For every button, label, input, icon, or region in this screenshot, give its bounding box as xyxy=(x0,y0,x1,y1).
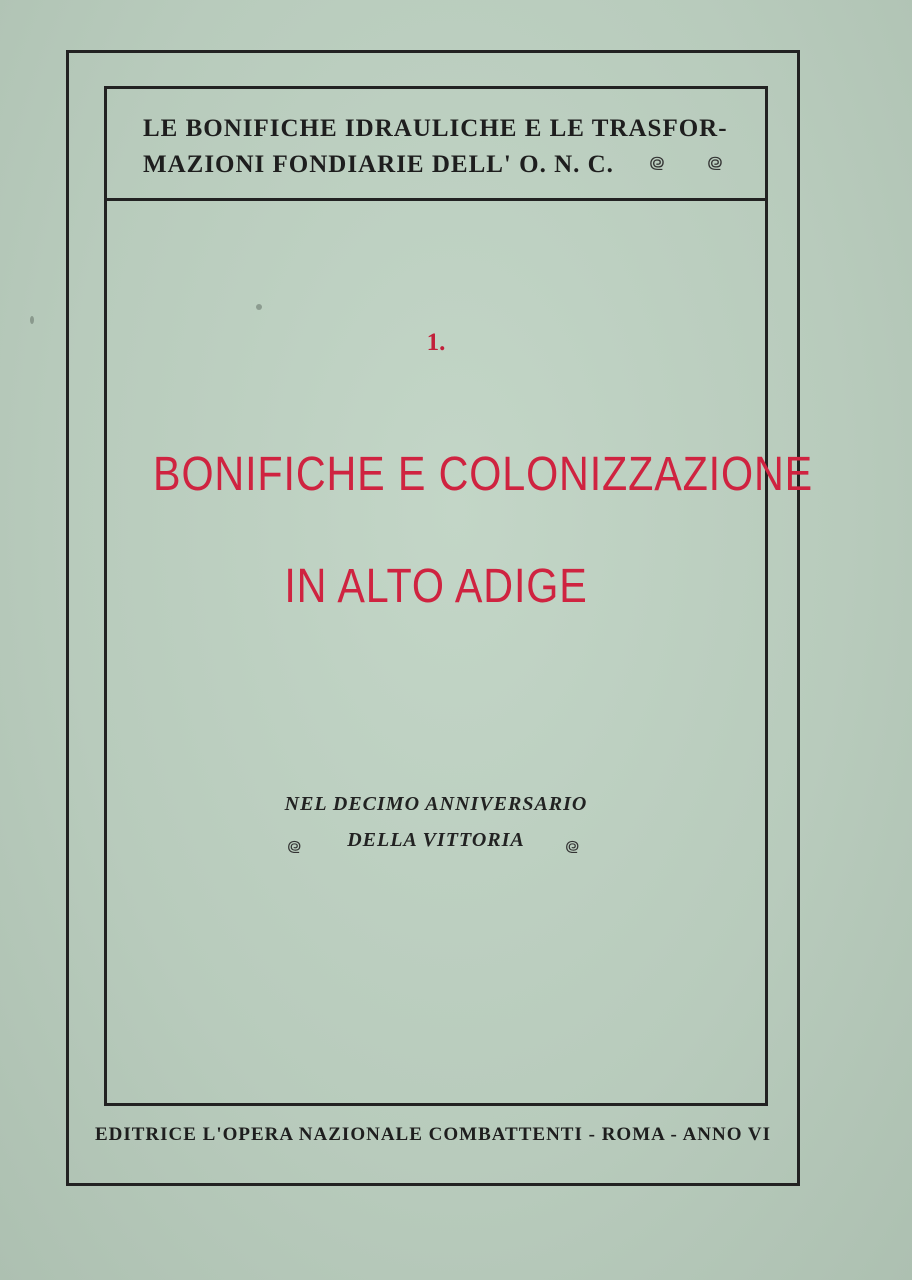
volume-number: 1. xyxy=(426,329,446,356)
series-title-line-1: LE BONIFICHE IDRAULICHE E LE TRASFOR- xyxy=(143,115,728,142)
ornament-scroll-icon: ᪤ xyxy=(287,834,302,858)
ornament-scroll-icon: ᪤ xyxy=(707,151,723,176)
ornament-scroll-icon: ᪤ xyxy=(649,151,665,176)
main-title-line-2: IN ALTO ADIGE xyxy=(284,560,588,613)
subtitle-line-2: DELLA VITTORIA xyxy=(347,829,525,851)
series-header xyxy=(107,89,765,201)
publisher-line: EDITRICE L'OPERA NAZIONALE COMBATTENTI - ROMA - ANNO VI xyxy=(94,1124,772,1145)
subtitle-line-1: NEL DECIMO ANNIVERSARIO xyxy=(284,793,588,815)
ornament-scroll-icon: ᪤ xyxy=(565,834,580,858)
paper-spot xyxy=(30,316,34,324)
main-title-line-1: BONIFICHE E COLONIZZAZIONE xyxy=(153,448,814,501)
series-title-line-2: MAZIONI FONDIARIE DELL' O. N. C. xyxy=(143,151,614,178)
inner-frame xyxy=(104,86,814,1106)
